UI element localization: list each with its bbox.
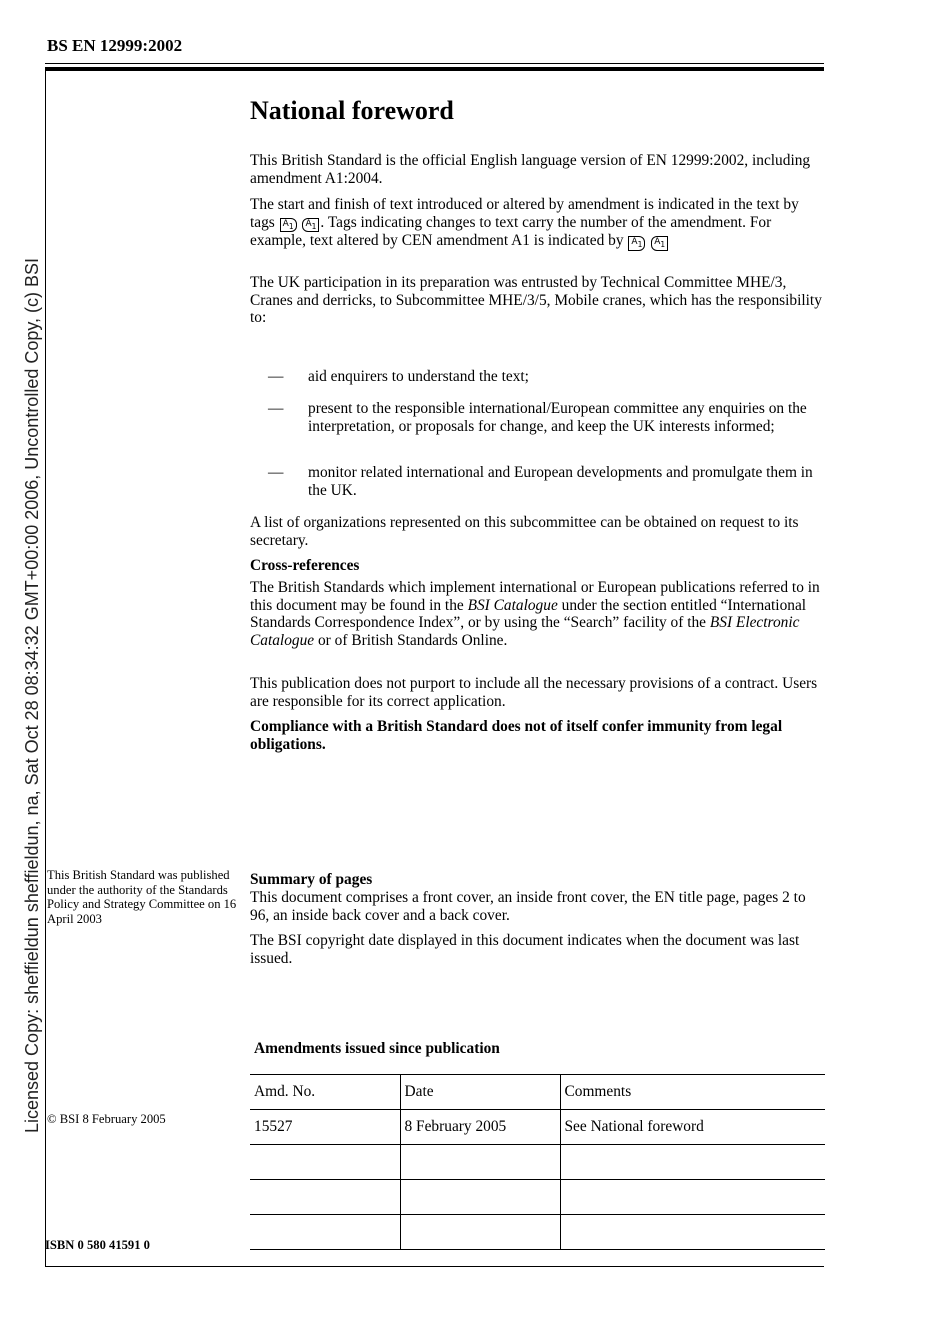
table-row	[250, 1145, 825, 1180]
page-title: National foreword	[250, 96, 454, 125]
paragraph-language-version: This British Standard is the official English language version of EN 12999:2002, including amendment A1:2004.	[250, 152, 811, 187]
document-code: BS EN 12999:2002	[47, 36, 183, 55]
amendments-title: Amendments issued since publication	[254, 1040, 500, 1057]
paragraph-organizations: A list of organizations represented on this subcommittee can be obtained on request to its secretary.	[250, 514, 799, 549]
paragraph-summary: This document comprises a front cover, an inside front cover, the EN title page, pages 2 to 96, an inside back cover and a back cover.	[250, 889, 806, 924]
table-cell: 15527	[250, 1110, 400, 1145]
amendment-end-tag-icon: $A_1$	[651, 236, 668, 251]
paragraph-uk-participation: The UK participation in its preparation was entrusted by Technical Committee MHE/3, Cranes and derricks, to Subcommittee MHE/3/5, Mobile cranes, which has the responsibility to:	[250, 274, 822, 327]
paragraph-amendment-tags: The start and finish of text introduced or altered by amendment is indicated in the text by tags $A_1$ $A_1$ . Tags indicating changes to text carry the number of the amendment. For example, text altered by CEN amendment A1 is indicated by $A_1$ $A_1$	[250, 196, 799, 250]
table-cell: See National foreword	[560, 1110, 825, 1145]
column-header: Date	[400, 1075, 560, 1110]
isbn: ISBN 0 580 41591 0	[45, 1238, 150, 1252]
table-row	[250, 1110, 825, 1145]
table-cell	[400, 1215, 560, 1250]
table-cell	[250, 1145, 400, 1180]
amendment-start-tag-icon: $A_1$	[280, 218, 297, 233]
amendment-start-tag-icon: $A_1$	[628, 236, 645, 251]
header-rule-thin	[45, 63, 824, 64]
header-rule-thick	[45, 67, 824, 71]
publication-authority-note: This British Standard was published under the authority of the Standards Policy and Strategy Committee on 16 April 2003	[47, 868, 237, 926]
paragraph-provisions: This publication does not purport to include all the necessary provisions of a contract. Users are responsible for its correct application.	[250, 675, 818, 710]
copyright-notice: © BSI 8 February 2005	[47, 1112, 166, 1126]
table-cell	[560, 1180, 825, 1215]
table-cell: 8 February 2005	[400, 1110, 560, 1145]
left-margin-rule	[45, 71, 46, 1267]
table-cell	[400, 1145, 560, 1180]
table-cell	[400, 1180, 560, 1215]
paragraph-copyright-date: The BSI copyright date displayed in this document indicates when the document was last issued.	[250, 932, 800, 967]
amendment-end-tag-icon: $A_1$	[302, 218, 319, 233]
paragraph-cross-references: The British Standards which implement international or European publications referred to in this document may be found in the BSI Catalogue under the section entitled “International Standards Correspondence Index”, or by using the “Search” facility of the BSI Electronic Catalogue or of British Standards Online.	[250, 579, 820, 649]
table-cell	[250, 1180, 400, 1215]
footer-rule	[45, 1266, 824, 1267]
table-row	[250, 1215, 825, 1250]
column-header: Comments	[560, 1075, 825, 1110]
table-header-row	[250, 1075, 825, 1110]
column-header: Amd. No.	[250, 1075, 400, 1110]
license-watermark: Licensed Copy: sheffieldun sheffieldun, na, Sat Oct 28 08:34:32 GMT+00:00 2006, Uncontrolled Copy, (c) BSI	[22, 257, 42, 1133]
table-cell	[250, 1215, 400, 1250]
summary-of-pages-heading: Summary of pages	[250, 871, 373, 888]
paragraph-compliance: Compliance with a British Standard does not of itself confer immunity from legal obligations.	[250, 718, 783, 753]
table-cell	[560, 1215, 825, 1250]
table-cell	[560, 1145, 825, 1180]
amendments-table	[250, 1074, 825, 1250]
cross-references-heading: Cross-references	[250, 557, 360, 574]
table-row	[250, 1180, 825, 1215]
